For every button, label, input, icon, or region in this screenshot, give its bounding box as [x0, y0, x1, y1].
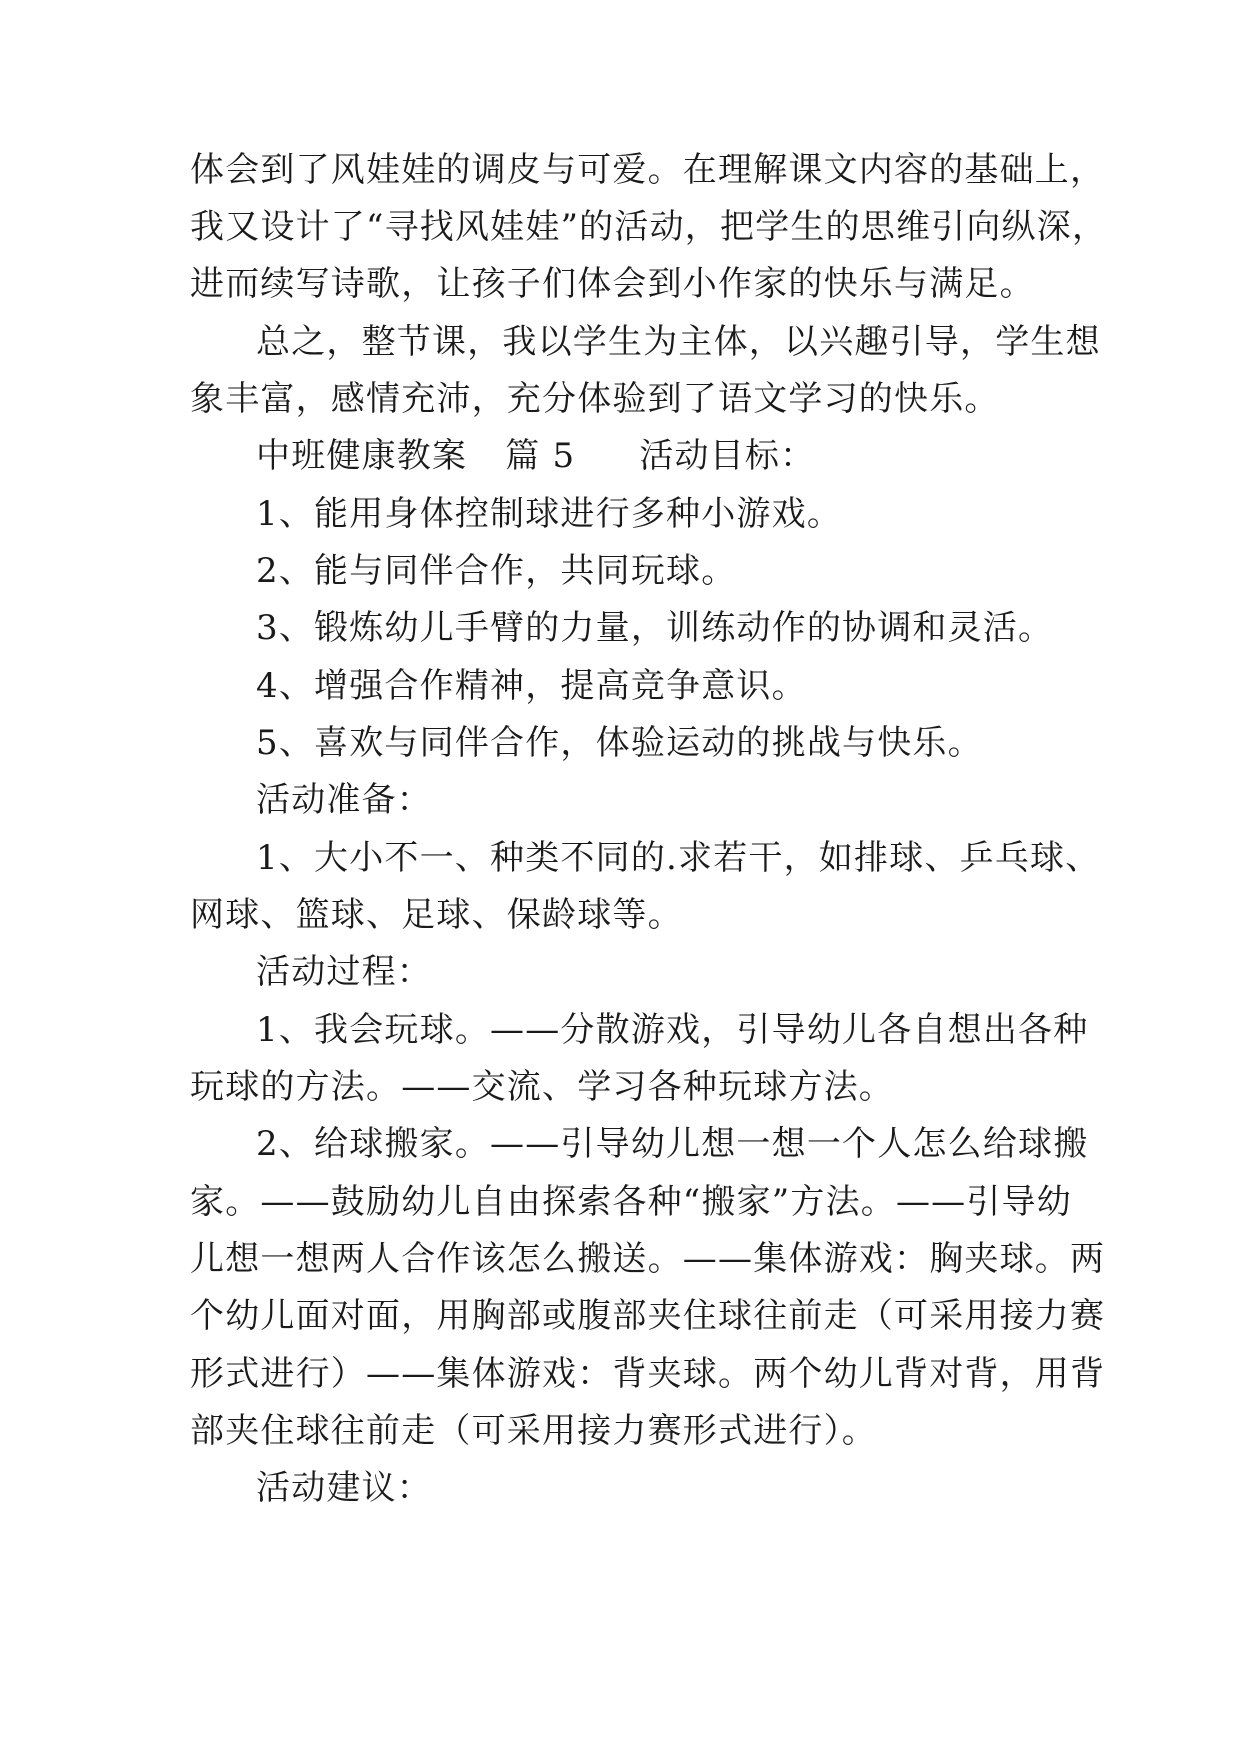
- paragraph-line: 形式进行）——集体游戏：背夹球。两个幼儿背对背，用背: [190, 1354, 1106, 1394]
- section-heading: [256, 436, 1136, 476]
- paragraph-line: 家。——鼓励幼儿自由探索各种“搬家”方法。——引导幼: [190, 1182, 1072, 1222]
- paragraph-line: 象丰富，感情充沛，充分体验到了语文学习的快乐。: [190, 379, 1000, 419]
- paragraph-line: 进而续写诗歌，让孩子们体会到小作家的快乐与满足。: [190, 264, 1035, 304]
- paragraph-line: 总之，整节课，我以学生为主体，以兴趣引导，学生想: [256, 322, 1101, 362]
- heading-subtitle: 活动目标：: [639, 436, 816, 476]
- paragraph-line: 玩球的方法。——交流、学习各种玩球方法。: [190, 1067, 894, 1107]
- list-item: 1、我会玩球。——分散游戏，引导幼儿各自想出各种: [256, 1010, 1089, 1050]
- list-item: 4、增强合作精神，提高竞争意识。: [256, 666, 807, 706]
- list-item: 1、能用身体控制球进行多种小游戏。: [256, 494, 843, 534]
- section-label: 活动建议：: [256, 1468, 432, 1508]
- paragraph-line: 体会到了风娃娃的调皮与可爱。在理解课文内容的基础上，: [190, 150, 1106, 190]
- paragraph-line: 儿想一想两人合作该怎么搬送。——集体游戏：胸夹球。两: [190, 1239, 1106, 1279]
- heading-title: 中班健康教案: [256, 436, 468, 476]
- section-label: 活动过程：: [256, 952, 432, 992]
- list-item: 1、大小不一、种类不同的.求若干，如排球、乒乓球、: [256, 838, 1101, 878]
- list-item: 2、能与同伴合作，共同玩球。: [256, 551, 737, 591]
- list-item: 5、喜欢与同伴合作，体验运动的挑战与快乐。: [256, 723, 983, 763]
- paragraph-line: 我又设计了“寻找风娃娃”的活动，把学生的思维引向纵深，: [190, 207, 1108, 247]
- heading-section: 篇 5: [505, 436, 576, 476]
- section-label: 活动准备：: [256, 780, 432, 820]
- paragraph-line: 网球、篮球、足球、保龄球等。: [190, 895, 683, 935]
- paragraph-line: 部夹住球往前走（可采用接力赛形式进行）。: [190, 1411, 877, 1451]
- list-item: 2、给球搬家。——引导幼儿想一想一个人怎么给球搬: [256, 1124, 1089, 1164]
- list-item: 3、锻炼幼儿手臂的力量，训练动作的协调和灵活。: [256, 608, 1054, 648]
- paragraph-line: 个幼儿面对面，用胸部或腹部夹住球往前走（可采用接力赛: [190, 1296, 1106, 1336]
